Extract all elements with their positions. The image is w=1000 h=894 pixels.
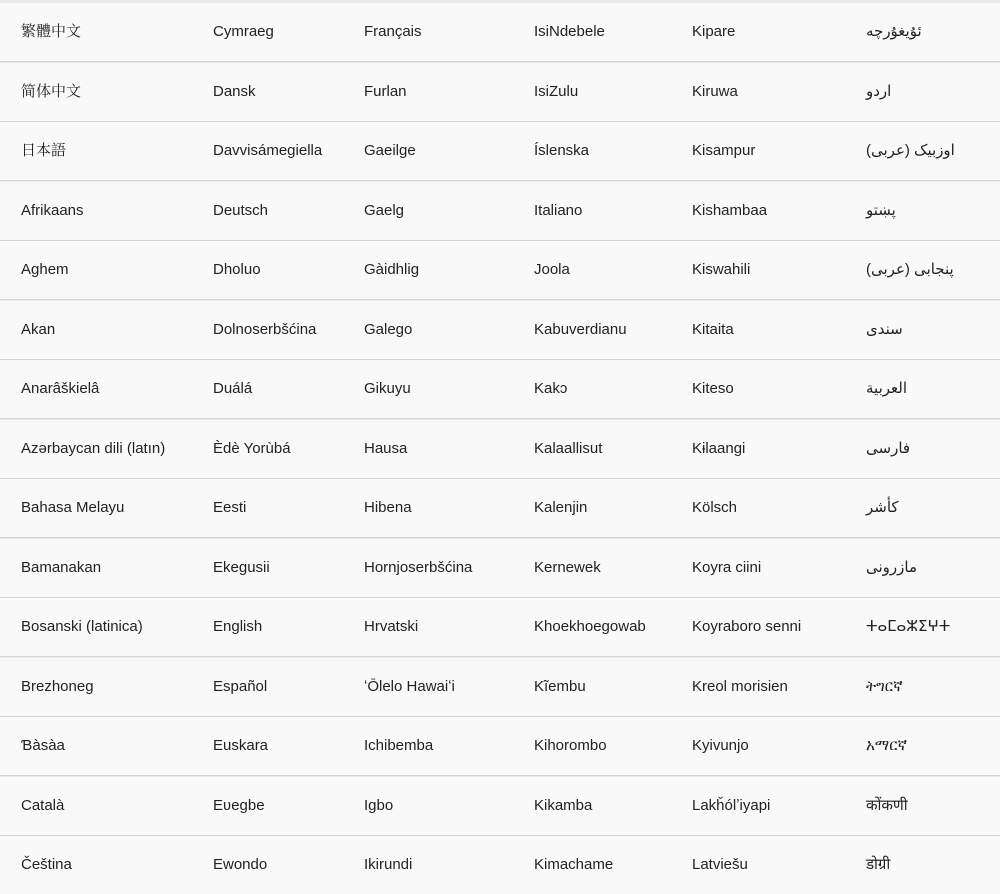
language-option[interactable]: Ichibemba	[364, 737, 434, 754]
language-option[interactable]: پنجابی (عربی)	[866, 261, 954, 278]
language-option[interactable]: Deutsch	[213, 201, 269, 219]
language-option[interactable]: IsiZulu	[534, 82, 579, 100]
language-option[interactable]: Hausa	[364, 439, 408, 457]
language-option[interactable]: Kalaallisut	[534, 439, 603, 457]
language-option[interactable]: Koyraboro senni	[692, 618, 802, 635]
language-option[interactable]: Lakȟólʼiyapi	[692, 796, 771, 814]
language-option[interactable]: Anarâškielâ	[21, 380, 100, 397]
language-option[interactable]: Ewondo	[213, 856, 268, 873]
language-option[interactable]: Kiteso	[692, 380, 734, 397]
language-option[interactable]: Euskara	[213, 737, 269, 754]
language-option[interactable]: IsiNdebele	[534, 23, 605, 40]
language-option[interactable]: Hrvatski	[364, 618, 419, 635]
language-option[interactable]: English	[213, 618, 263, 635]
language-option[interactable]: اردو	[866, 82, 892, 100]
language-option[interactable]: ትግርኛ	[866, 677, 903, 695]
language-row	[0, 479, 1000, 537]
language-option[interactable]: Azərbaycan dili (latın)	[21, 439, 166, 457]
language-option[interactable]: डोग्री	[866, 856, 891, 873]
language-option[interactable]: Akan	[21, 320, 56, 338]
language-option[interactable]: Dansk	[213, 82, 256, 100]
language-option[interactable]: Eʋegbe	[213, 796, 265, 814]
language-option[interactable]: 简体中文	[21, 82, 82, 100]
language-row	[0, 241, 1000, 299]
language-list	[0, 3, 1000, 891]
language-row	[0, 122, 1000, 180]
language-option[interactable]: Kɨlaangi	[692, 439, 746, 457]
language-option[interactable]: Kishambaa	[692, 201, 768, 219]
language-option[interactable]: Kalenjin	[534, 499, 588, 516]
language-option[interactable]: Duálá	[213, 380, 253, 397]
language-option[interactable]: Eesti	[213, 499, 247, 516]
language-row	[0, 301, 1000, 359]
language-option[interactable]: Aghem	[21, 261, 69, 278]
language-option[interactable]: Hornjoserbšćina	[364, 558, 473, 576]
language-option[interactable]: Ekegusii	[213, 558, 270, 576]
language-option[interactable]: Kreol morisien	[692, 677, 788, 695]
language-row	[0, 658, 1000, 716]
language-row	[0, 63, 1000, 121]
language-option[interactable]: Davvisámegiella	[213, 142, 323, 159]
language-row	[0, 420, 1000, 478]
language-option[interactable]: Gaelg	[364, 201, 405, 219]
language-option[interactable]: Brezhoneg	[21, 677, 94, 695]
language-option[interactable]: العربية	[866, 380, 907, 397]
language-option[interactable]: Ɓàsàa	[21, 737, 65, 754]
language-option[interactable]: Hibena	[364, 499, 412, 516]
language-option[interactable]: Kakɔ	[534, 380, 568, 397]
language-option[interactable]: Kimachame	[534, 856, 614, 873]
language-option[interactable]: 繁體中文	[21, 23, 82, 40]
language-option[interactable]: कोंकणी	[866, 796, 908, 814]
language-option[interactable]: Cymraeg	[213, 23, 274, 40]
language-option[interactable]: Kernewek	[534, 558, 601, 576]
language-option[interactable]: Gikuyu	[364, 380, 411, 397]
language-option[interactable]: Koyra ciini	[692, 558, 762, 576]
language-option[interactable]: አማርኛ	[866, 737, 908, 754]
language-option[interactable]: ʻŌlelo Hawaiʻi	[364, 677, 455, 695]
language-row	[0, 182, 1000, 240]
language-option[interactable]: Latviešu	[692, 856, 748, 873]
language-option[interactable]: Dolnoserbšćina	[213, 320, 317, 338]
language-option[interactable]: Bahasa Melayu	[21, 499, 125, 516]
language-option[interactable]: Gaeilge	[364, 142, 416, 159]
language-option[interactable]: مازرونی	[866, 558, 918, 576]
language-option[interactable]: پښتو	[866, 201, 896, 219]
language-option[interactable]: Furlan	[364, 82, 407, 100]
language-option[interactable]: Kikamba	[534, 796, 593, 814]
language-option[interactable]: فارسی	[866, 439, 911, 457]
language-option[interactable]: Íslenska	[534, 142, 590, 159]
language-option[interactable]: Galego	[364, 320, 413, 338]
language-option[interactable]: Dholuo	[213, 261, 261, 278]
language-row	[0, 717, 1000, 775]
language-option[interactable]: Joola	[534, 261, 570, 278]
language-option[interactable]: Ikirundi	[364, 856, 413, 873]
language-option[interactable]: ⵜⴰⵎⴰⵣⵉⵖⵜ	[866, 618, 951, 635]
language-option[interactable]: Čeština	[21, 856, 72, 873]
language-option[interactable]: اوزبیک (عربی)	[866, 142, 955, 159]
language-option[interactable]: Kabuverdianu	[534, 320, 627, 338]
language-row	[0, 3, 1000, 61]
language-option[interactable]: Français	[364, 23, 422, 40]
language-option[interactable]: Kihorombo	[534, 737, 607, 754]
language-option[interactable]: Kipare	[692, 23, 736, 40]
language-option[interactable]: Khoekhoegowab	[534, 618, 646, 635]
language-option[interactable]: Èdè Yorùbá	[213, 439, 291, 457]
language-option[interactable]: Bosanski (latinica)	[21, 618, 143, 635]
language-option[interactable]: Kiruwa	[692, 82, 738, 100]
language-option[interactable]: Gàidhlig	[364, 261, 420, 278]
language-option[interactable]: Kiswahili	[692, 261, 751, 278]
language-option[interactable]: Kisampur	[692, 142, 756, 159]
language-row	[0, 360, 1000, 418]
language-option[interactable]: Bamanakan	[21, 558, 102, 576]
language-option[interactable]: Igbo	[364, 796, 394, 814]
language-row	[0, 836, 1000, 894]
language-option[interactable]: Català	[21, 796, 65, 814]
language-option[interactable]: سندی	[866, 320, 903, 338]
language-row	[0, 598, 1000, 656]
language-option[interactable]: Kitaita	[692, 320, 734, 338]
language-option[interactable]: Kyivunjo	[692, 737, 749, 754]
language-option[interactable]: 日本語	[21, 142, 67, 159]
language-option[interactable]: Afrikaans	[21, 201, 84, 219]
language-row	[0, 777, 1000, 835]
language-option[interactable]: Italiano	[534, 201, 583, 219]
language-option[interactable]: کأشر	[866, 499, 899, 516]
language-option[interactable]: Kĩembu	[534, 677, 586, 695]
language-option[interactable]: Español	[213, 677, 268, 695]
language-row	[0, 539, 1000, 597]
language-option[interactable]: ئۇيغۇرچە	[866, 23, 922, 40]
language-option[interactable]: Kölsch	[692, 499, 738, 516]
